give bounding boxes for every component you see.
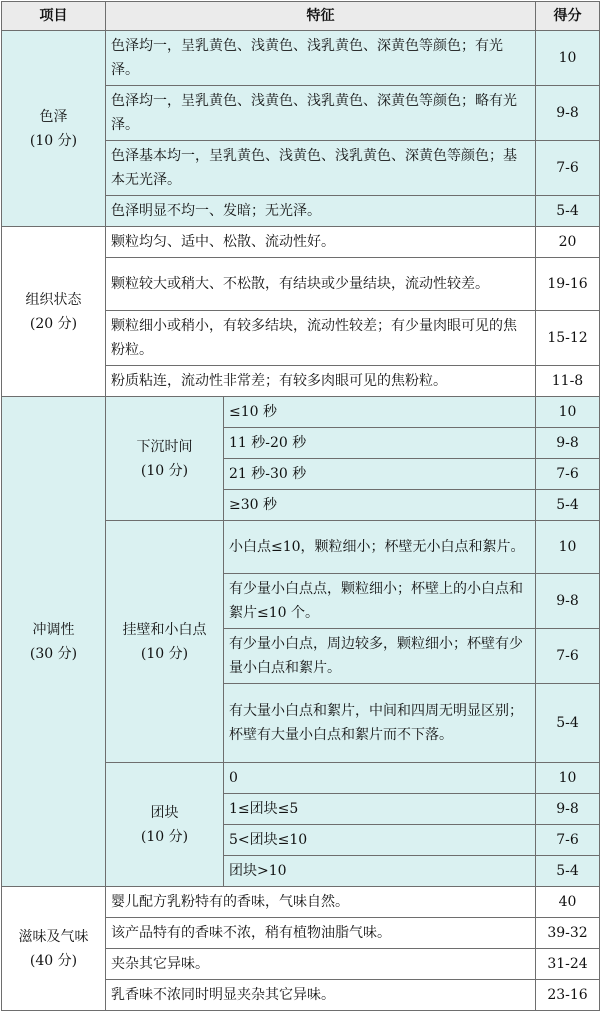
category-cell-texture	[2, 227, 106, 397]
feature-cell: 颗粒较大或稍大、不松散，有结块或少量结块，流动性较差。	[106, 258, 536, 311]
score-cell: 9-8	[536, 794, 600, 825]
score-cell: 5-4	[536, 490, 600, 521]
score-cell: 20	[536, 227, 600, 258]
category-points: (30 分)	[29, 645, 78, 662]
subcategory-name: 挂壁和小白点	[122, 621, 207, 638]
header-row	[2, 2, 600, 31]
feature-cell: 乳香味不浓同时明显夹杂其它异味。	[106, 980, 536, 1011]
feature-cell: 团块>10	[224, 856, 536, 887]
feature-cell: 婴儿配方乳粉特有的香味，气味自然。	[106, 887, 536, 918]
feature-cell: 粉质粘连，流动性非常差；有较多肉眼可见的焦粉粒。	[106, 366, 536, 397]
score-cell: 5-4	[536, 196, 600, 227]
subcategory-points: (10 分)	[140, 828, 189, 845]
score-cell: 11-8	[536, 366, 600, 397]
feature-cell: 小白点≤10，颗粒细小；杯壁无小白点和絮片。	[224, 521, 536, 574]
feature-cell: 色泽均一，呈乳黄色、浅黄色、浅乳黄色、深黄色等颜色；有光泽。	[106, 31, 536, 86]
score-cell: 5-4	[536, 684, 600, 763]
score-cell: 15-12	[536, 311, 600, 366]
subcategory-name: 下沉时间	[136, 438, 193, 455]
feature-cell: 颗粒均匀、适中、松散、流动性好。	[106, 227, 536, 258]
score-cell: 10	[536, 763, 600, 794]
feature-cell: 1≤团块≤5	[224, 794, 536, 825]
category-name: 色泽	[39, 108, 68, 125]
table-row	[2, 227, 600, 258]
score-cell: 7-6	[536, 459, 600, 490]
feature-cell: 色泽明显不均一、发暗；无光泽。	[106, 196, 536, 227]
feature-cell: 有少量小白点点，颗粒细小；杯壁上的小白点和絮片≤10 个。	[224, 574, 536, 629]
score-cell: 7-6	[536, 629, 600, 684]
score-cell: 7-6	[536, 825, 600, 856]
category-points: (20 分)	[29, 315, 78, 332]
header-feature: 特征	[106, 2, 536, 31]
feature-cell: 色泽均一，呈乳黄色、浅黄色、浅乳黄色、深黄色等颜色；略有光泽。	[106, 86, 536, 141]
subcategory-points: (10 分)	[140, 645, 189, 662]
feature-cell: 有大量小白点和絮片，中间和四周无明显区别；杯壁有大量小白点和絮片而不下落。	[224, 684, 536, 763]
score-cell: 19-16	[536, 258, 600, 311]
category-cell-taste-smell	[2, 887, 106, 1011]
feature-cell: ≤10 秒	[224, 397, 536, 428]
score-cell: 10	[536, 397, 600, 428]
feature-cell: 21 秒-30 秒	[224, 459, 536, 490]
category-points: (40 分)	[29, 952, 78, 969]
score-cell: 39-32	[536, 918, 600, 949]
header-score: 得分	[536, 2, 600, 31]
feature-cell: 11 秒-20 秒	[224, 428, 536, 459]
feature-cell: 有少量小白点，周边较多，颗粒细小；杯壁有少量小白点和絮片。	[224, 629, 536, 684]
score-cell: 9-8	[536, 428, 600, 459]
feature-cell: 颗粒细小或稍小，有较多结块，流动性较差；有少量肉眼可见的焦粉粒。	[106, 311, 536, 366]
subcategory-cell-wall-spots	[106, 521, 224, 763]
category-name: 滋味及气味	[18, 928, 89, 945]
table-row	[2, 887, 600, 918]
score-cell: 10	[536, 31, 600, 86]
feature-cell: 该产品特有的香味不浓，稍有植物油脂气味。	[106, 918, 536, 949]
category-points: (10 分)	[29, 132, 78, 149]
feature-cell: 5<团块≤10	[224, 825, 536, 856]
score-cell: 23-16	[536, 980, 600, 1011]
score-cell: 9-8	[536, 86, 600, 141]
score-cell: 40	[536, 887, 600, 918]
score-cell: 10	[536, 521, 600, 574]
feature-cell: ≥30 秒	[224, 490, 536, 521]
subcategory-name: 团块	[150, 804, 179, 821]
score-cell: 5-4	[536, 856, 600, 887]
category-name: 冲调性	[32, 621, 75, 638]
header-item: 项目	[2, 2, 106, 31]
feature-cell: 0	[224, 763, 536, 794]
category-cell-color	[2, 31, 106, 227]
score-cell: 31-24	[536, 949, 600, 980]
score-cell: 7-6	[536, 141, 600, 196]
table-row	[2, 31, 600, 86]
feature-cell: 色泽基本均一，呈乳黄色、浅黄色、浅乳黄色、深黄色等颜色；基本无光泽。	[106, 141, 536, 196]
feature-cell: 夹杂其它异味。	[106, 949, 536, 980]
subcategory-points: (10 分)	[140, 462, 189, 479]
subcategory-cell-sinking-time	[106, 397, 224, 521]
category-name: 组织状态	[25, 291, 82, 308]
category-cell-solubility	[2, 397, 106, 887]
score-cell: 9-8	[536, 574, 600, 629]
sensory-evaluation-table	[1, 1, 600, 1011]
subcategory-cell-lumps	[106, 763, 224, 887]
table-row	[2, 397, 600, 428]
